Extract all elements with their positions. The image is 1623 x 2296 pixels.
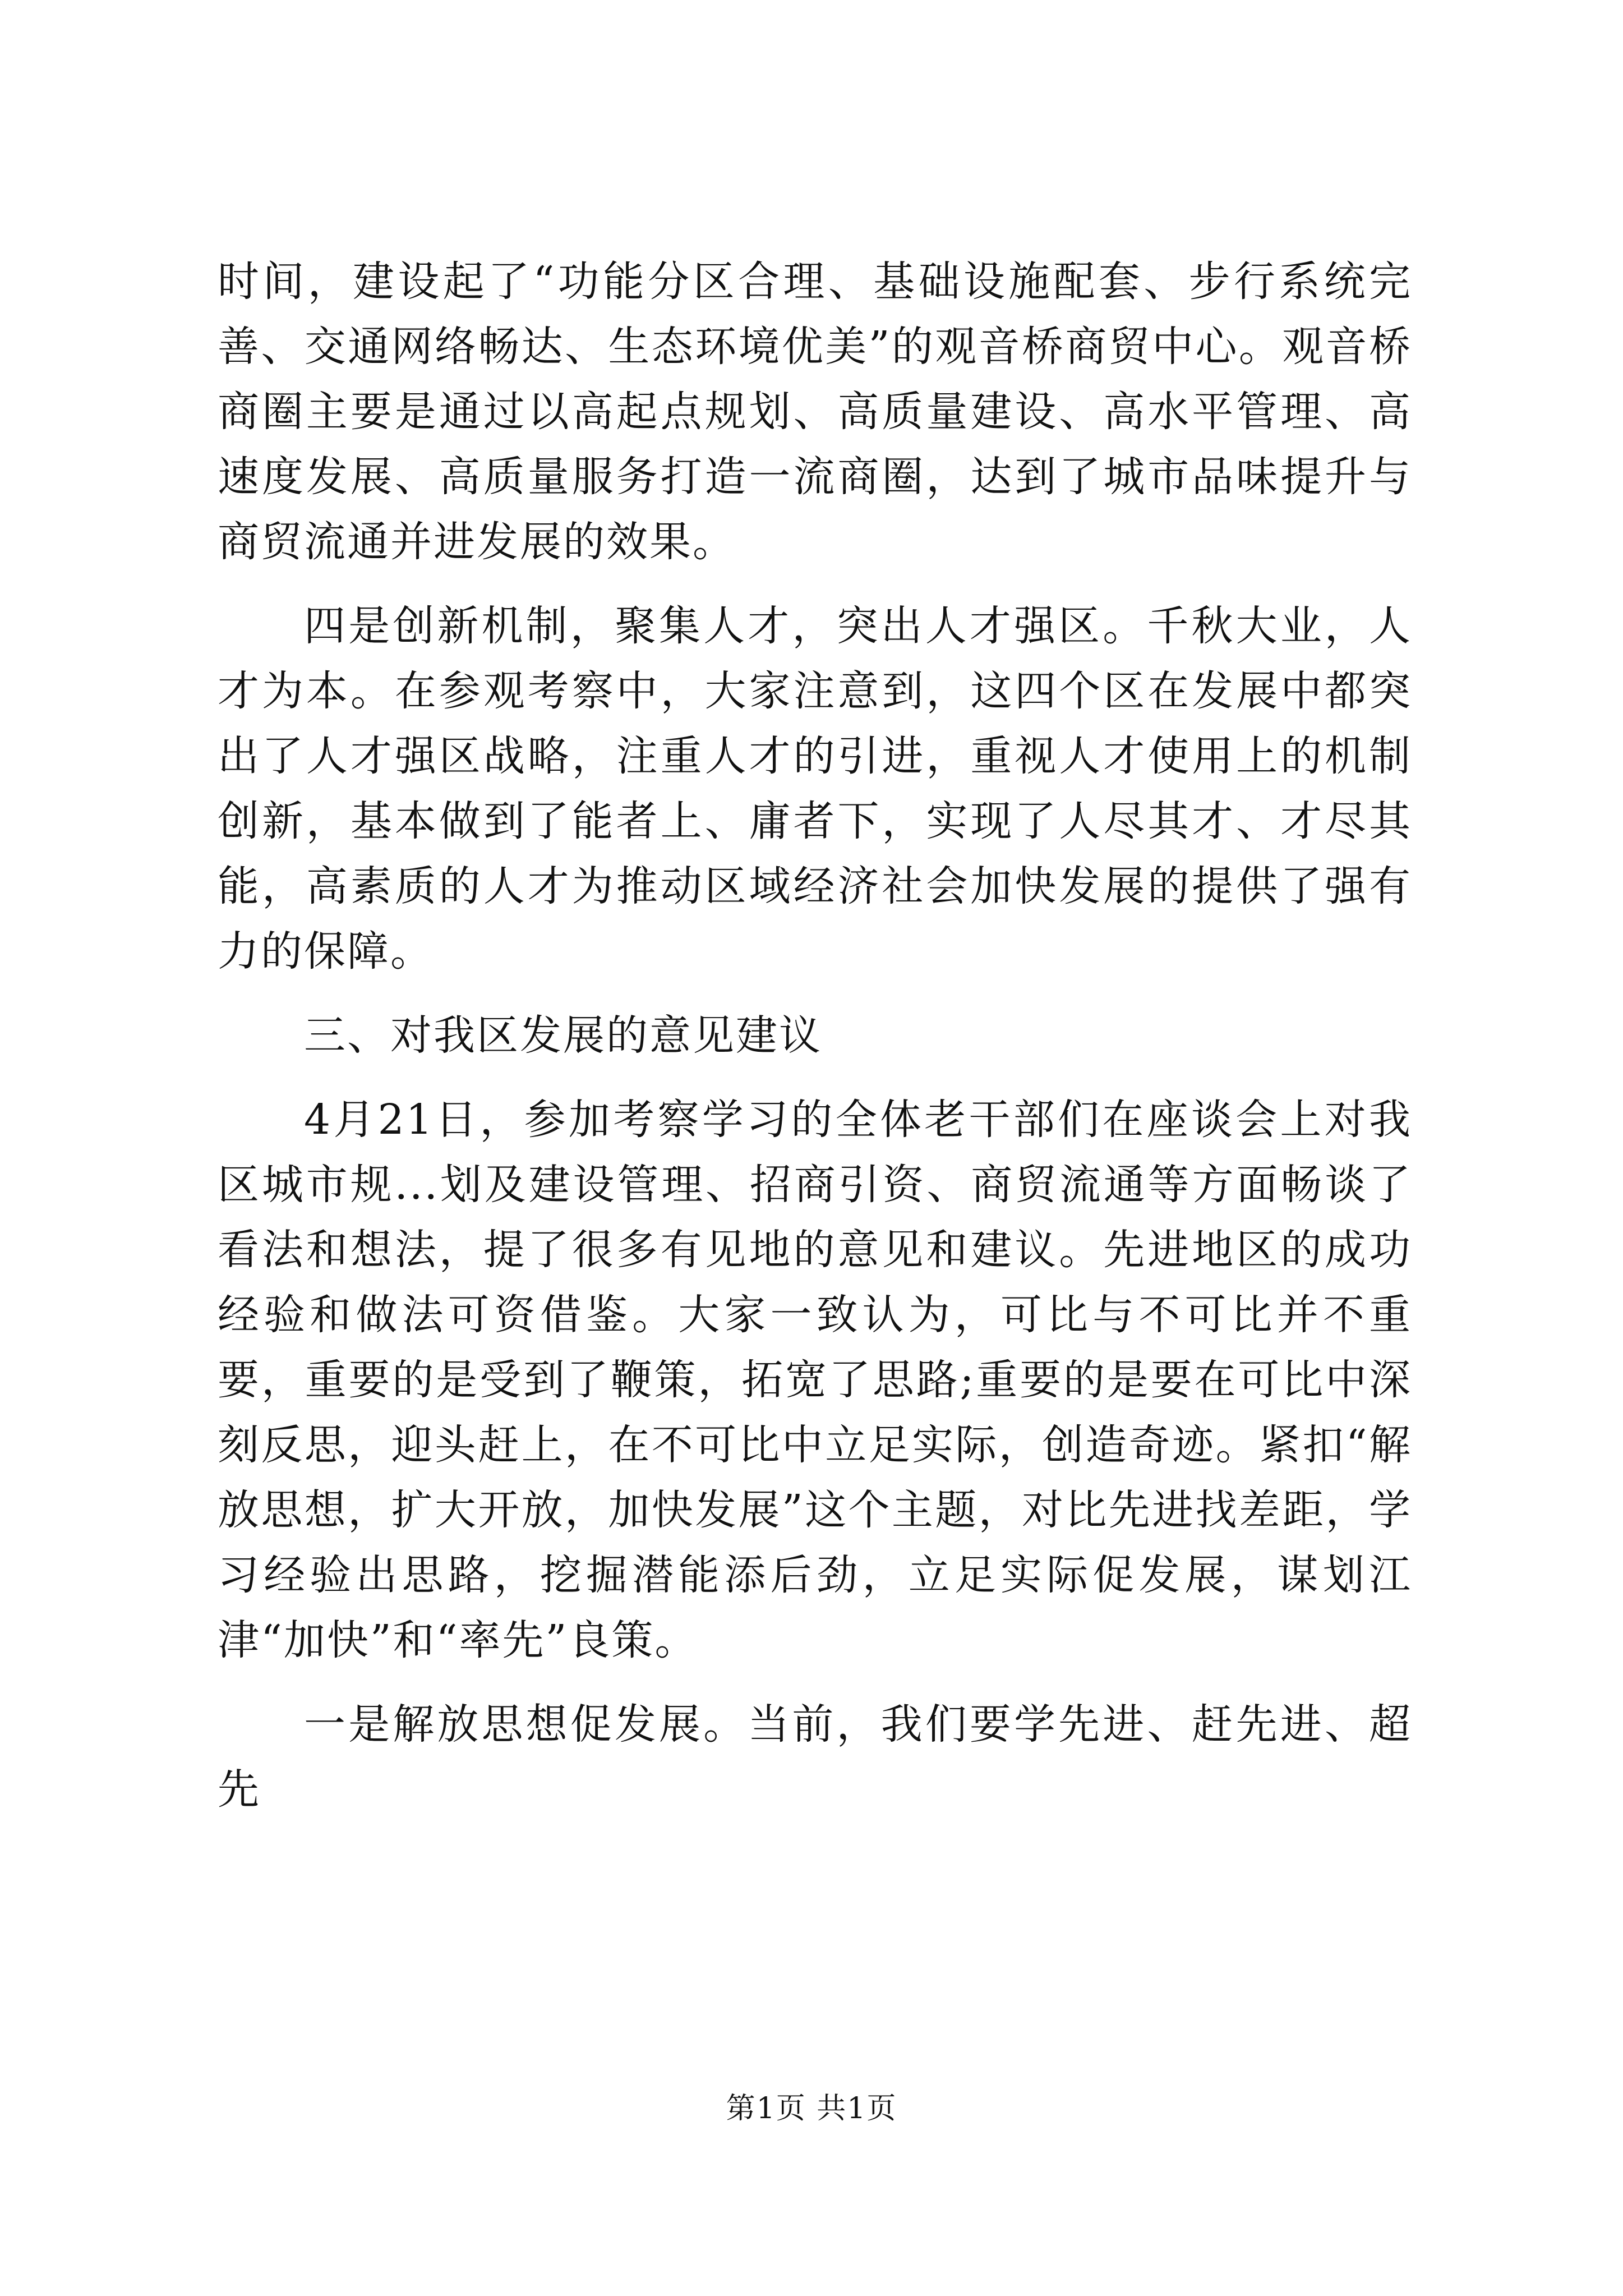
document-body [218,249,1412,1822]
paragraph-emancipate-thinking: 一是解放思想促发展。当前，我们要学先进、赶先进、超先 [218,1700,1412,1814]
paragraph-continuation: 时间，建设起了“功能分区合理、基础设施配套、步行系统完善、交通网络畅达、生态环境优美”的观音桥商贸中心。观音桥商圈主要是通过以高起点规划、高质量建设、高水平管理、高速度发展、高质量服务打造一流商圈，达到了城市品味提升与商贸流通并进发展的效果。 [218,257,1412,566]
paragraph-talent: 四是创新机制，聚集人才，突出人才强区。千秋大业，人才为本。在参观考察中，大家注意到，这四个区在发展中都突出了人才强区战略，注重人才的引进，重视人才使用上的机制创新，基本做到了能者上、庸者下，实现了人尽其才、才尽其能，高素质的人才为推动区域经济社会加快发展的提供了强有力的保障。 [218,602,1412,976]
section-heading: 三、对我区发展的意见建议 [304,1011,822,1060]
page-footer: 第1页 共1页 [726,2092,897,2125]
paragraph-suggestions: 4月21日，参加考察学习的全体老干部们在座谈会上对我区城市规...划及建设管理、招商引资、商贸流通等方面畅谈了看法和想法，提了很多有见地的意见和建议。先进地区的成功经验和做法可资借鉴。大家一致认为，可比与不可比并不重要，重要的是受到了鞭策，拓宽了思路;重要的是要在可比中深刻反思，迎头赶上，在不可比中立足实际，创造奇迹。紧扣“解放思想，扩大开放，加快发展”这个主题，对比先进找差距，学习经验出思路，挖掘潜能添后劲，立足实际促发展，谋划江津“加快”和“率先”良策。 [218,1096,1412,1664]
